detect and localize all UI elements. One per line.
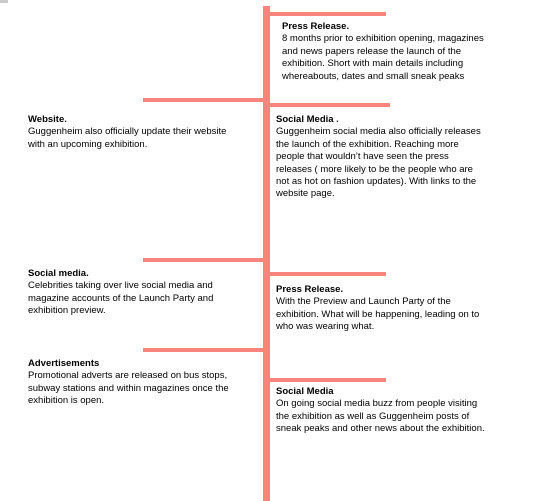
entry-title: Press Release. bbox=[282, 21, 350, 32]
timeline-spine bbox=[263, 6, 270, 501]
entry-website bbox=[28, 114, 260, 151]
entry-press-release-2 bbox=[276, 284, 534, 334]
entry-title: Social media. bbox=[28, 268, 89, 279]
entry-body: 8 months prior to exhibition opening, magazines and news papers release the launch of the exhibition. Short with main details including whereabouts, dates and small sneak peaks bbox=[282, 33, 484, 82]
branch-left-2 bbox=[143, 258, 265, 262]
entry-title: Advertisements bbox=[28, 358, 100, 369]
entry-title: Website. bbox=[28, 114, 67, 125]
entry-body: Guggenheim social media also officially releases the launch of the exhibition. Reaching more people that wouldn’t have seen the press releases ( more likely to be the people who are not as hot on fashion updates). With links to the website page. bbox=[276, 126, 481, 200]
entry-title: Social Media bbox=[276, 386, 334, 397]
entry-title: Social Media . bbox=[276, 114, 339, 125]
branch-left-1 bbox=[143, 98, 265, 102]
entry-body: Promotional adverts are released on bus stops, subway stations and within magazines once the exhibition is open. bbox=[28, 370, 229, 407]
branch-right-3 bbox=[268, 272, 386, 276]
branch-right-1 bbox=[268, 12, 386, 16]
entry-social-media-1 bbox=[276, 114, 534, 201]
entry-press-release-1 bbox=[282, 21, 532, 83]
branch-left-3 bbox=[143, 348, 265, 352]
entry-title: Press Release. bbox=[276, 284, 344, 295]
entry-social-media-3 bbox=[276, 386, 534, 436]
entry-body: Guggenheim also officially update their website with an upcoming exhibition. bbox=[28, 126, 227, 150]
branch-right-2 bbox=[268, 103, 390, 107]
branch-right-4 bbox=[268, 378, 386, 382]
entry-advertisements bbox=[28, 358, 260, 408]
entry-body: On going social media buzz from people visiting the exhibition as well as Guggenheim posts of sneak peaks and other news about the exhibition. bbox=[276, 398, 485, 435]
entry-body: Celebrities taking over live social media and magazine accounts of the Launch Party and exhibition preview. bbox=[28, 280, 214, 317]
entry-social-media-2 bbox=[28, 268, 260, 318]
entry-body: With the Preview and Launch Party of the exhibition. What will be happening, leading on to who was wearing what. bbox=[276, 296, 480, 333]
corner-mark bbox=[0, 0, 8, 3]
